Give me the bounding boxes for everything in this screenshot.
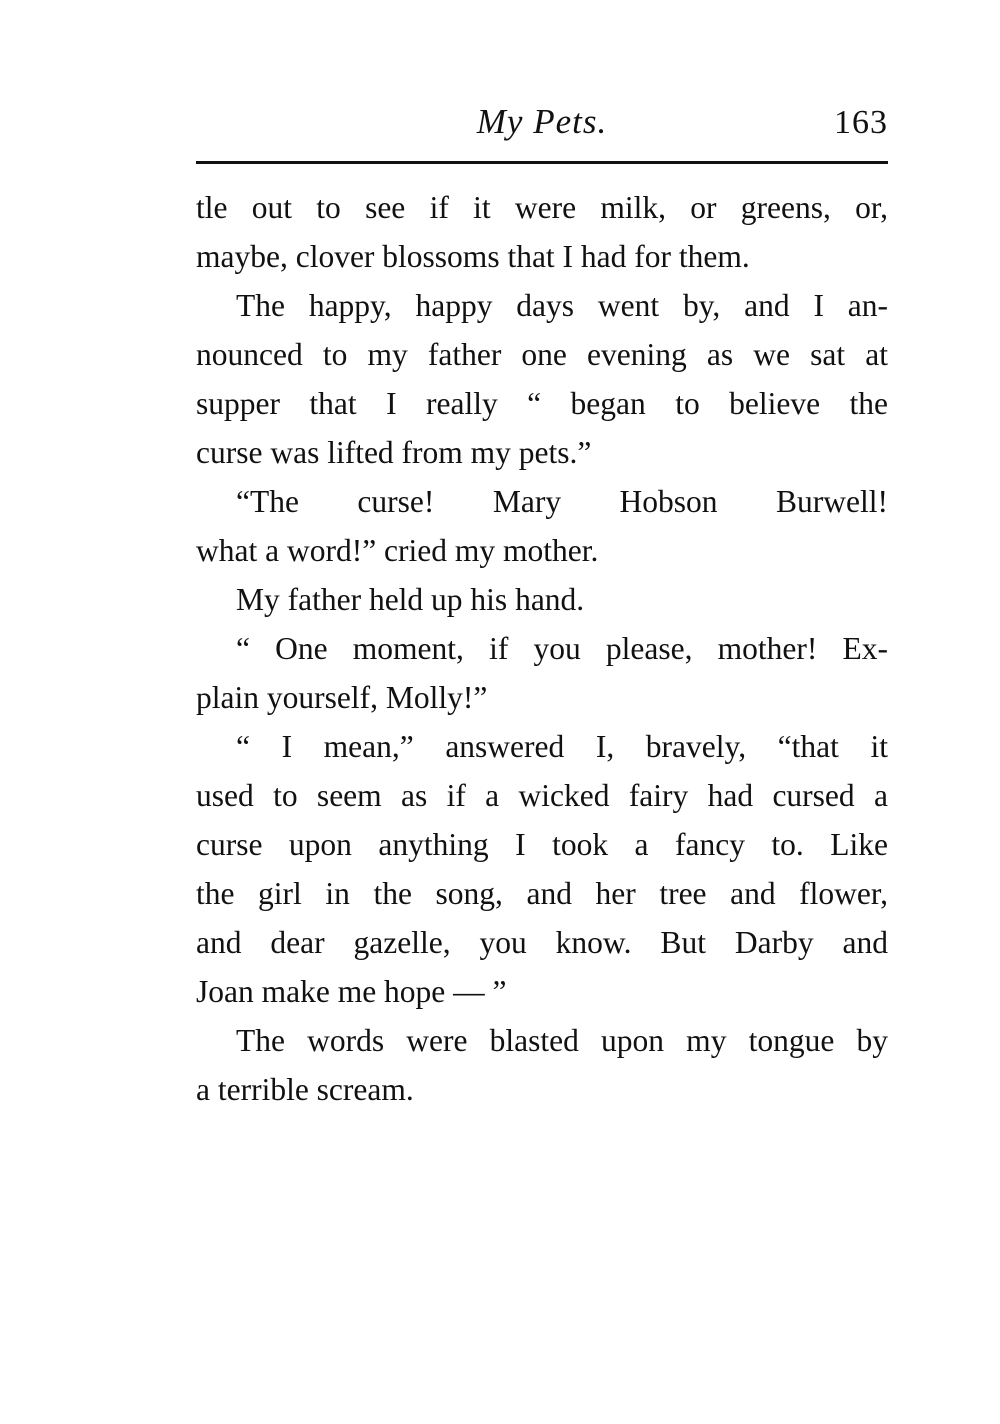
text-line: tle out to see if it were milk, or greens, or, [196, 190, 888, 225]
text-line: curse was lifted from my pets.” [196, 435, 592, 470]
text-line: curse upon anything I took a fancy to. Like [196, 827, 888, 862]
text-line: Joan make me hope — ” [196, 974, 507, 1009]
text-line: a terrible scream. [196, 1072, 414, 1107]
text-line: supper that I really “ began to believe the [196, 386, 888, 421]
text-line: “The curse! Mary Hobson Burwell! [236, 484, 888, 519]
text-line: what a word!” cried my mother. [196, 533, 599, 568]
text-line: “ I mean,” answered I, bravely, “that it [236, 729, 888, 764]
text-line: “ One moment, if you please, mother! Ex- [236, 631, 888, 666]
text-line: The words were blasted upon my tongue by [236, 1023, 888, 1058]
page-number: 163 [834, 104, 888, 141]
running-title: My Pets. [476, 102, 608, 141]
page-header [196, 98, 888, 154]
text-line: The happy, happy days went by, and I an- [236, 288, 888, 323]
text-line: My father held up his hand. [236, 582, 585, 617]
text-line: nounced to my father one evening as we sat at [196, 337, 888, 372]
text-line: plain yourself, Molly!” [196, 680, 488, 715]
text-line: used to seem as if a wicked fairy had cursed a [196, 778, 888, 813]
text-line: maybe, clover blossoms that I had for them. [196, 239, 750, 274]
body-text [196, 183, 888, 1114]
text-line: and dear gazelle, you know. But Darby and [196, 925, 888, 960]
header-rule [196, 161, 888, 164]
text-line: the girl in the song, and her tree and flower, [196, 876, 888, 911]
